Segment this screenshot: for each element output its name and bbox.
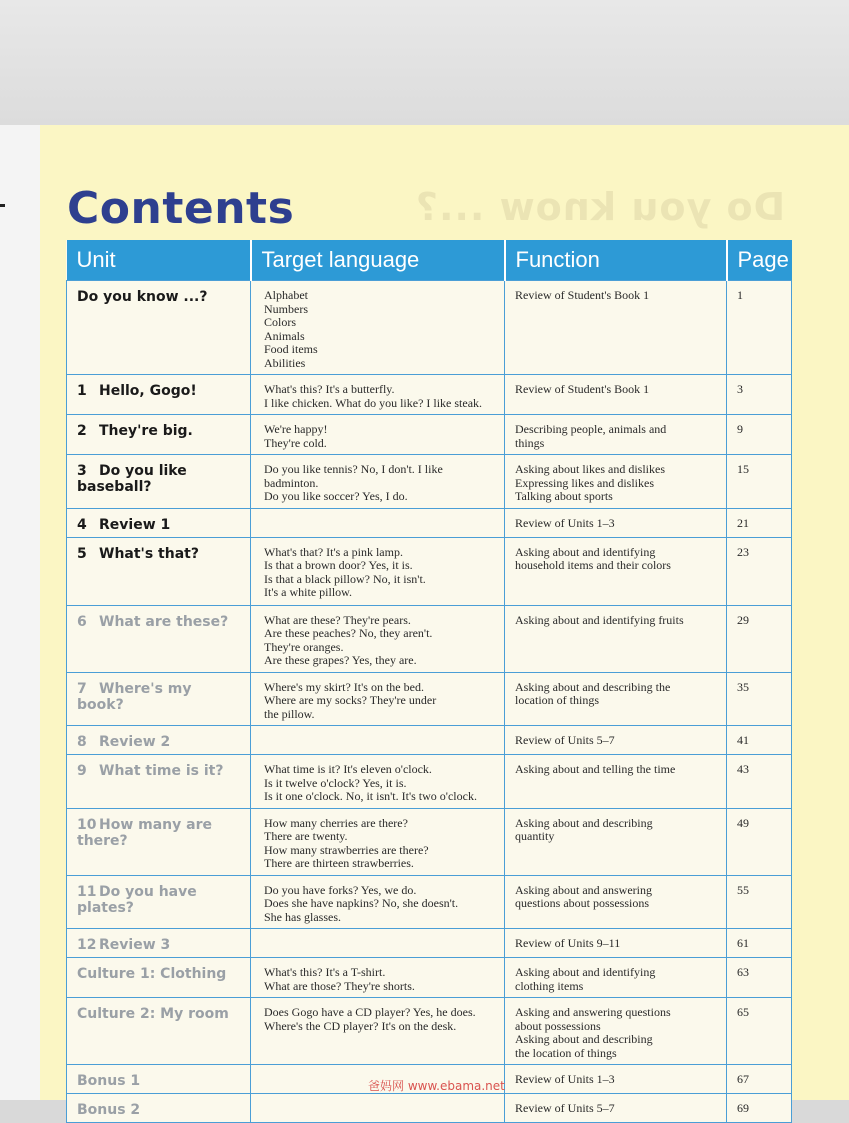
page-number: 3 <box>727 375 792 415</box>
target-language-cell <box>251 281 505 375</box>
function-line: Review of Units 9–11 <box>515 936 621 950</box>
target-language-line: What are these? They're pears. <box>264 612 411 627</box>
function-line: Talking about sports <box>515 489 613 503</box>
table-row <box>67 755 792 809</box>
header-unit: Unit <box>67 240 251 281</box>
function-line: clothing items <box>515 978 584 993</box>
unit-cell <box>67 875 251 929</box>
unit-cell <box>67 375 251 415</box>
target-language-line: Animals <box>264 328 305 343</box>
unit-cell <box>67 508 251 537</box>
unit-cell <box>67 672 251 726</box>
target-language-line: I like chicken. What do you like? I like steak. <box>264 395 483 410</box>
function-line: Asking about and identifying <box>515 965 656 979</box>
target-language-line: They're oranges. <box>264 639 344 654</box>
table-row <box>67 958 792 998</box>
table-row <box>67 875 792 929</box>
unit-title: What are these? <box>99 613 229 630</box>
page-title: Contents <box>67 183 295 234</box>
function-line: the location of things <box>515 1045 617 1060</box>
target-language-line: Is it one o'clock. No, it isn't. It's two o'clock. <box>264 789 477 803</box>
function-cell <box>505 415 727 455</box>
function-line: Asking about likes and dislikes <box>515 462 665 476</box>
target-language-cell <box>251 375 505 415</box>
target-language-cell <box>251 672 505 726</box>
target-language-line: Does she have napkins? No, she doesn't. <box>264 896 459 910</box>
table-row <box>67 998 792 1065</box>
target-language-line: Is it twelve o'clock? Yes, it is. <box>264 775 407 790</box>
function-cell <box>505 808 727 875</box>
target-language-line: Is that a brown door? Yes, it is. <box>264 558 413 572</box>
table-row <box>67 1094 792 1123</box>
target-language-cell <box>251 726 505 755</box>
target-language-line: Food items <box>264 342 318 356</box>
table-row <box>67 808 792 875</box>
target-language-line: Abilities <box>264 355 306 370</box>
function-cell <box>505 998 727 1065</box>
table-row <box>67 455 792 509</box>
target-language-line: Are these peaches? No, they aren't. <box>264 626 433 640</box>
unit-cell <box>67 1094 251 1123</box>
function-line: location of things <box>515 693 599 707</box>
target-language-line: Is that a black pillow? No, it isn't. <box>264 571 426 586</box>
target-language-line: Are these grapes? Yes, they are. <box>264 653 417 667</box>
table-row <box>67 281 792 375</box>
unit-title: What time is it? <box>99 763 224 779</box>
target-language-line: Where's the CD player? It's on the desk. <box>264 1018 457 1033</box>
unit-cell <box>67 281 251 375</box>
table-row <box>67 375 792 415</box>
header-page: Page <box>727 240 792 281</box>
unit-cell <box>67 929 251 958</box>
page-number: 1 <box>727 281 792 375</box>
unit-title: Do you like baseball? <box>77 463 187 495</box>
function-line: Review of Units 1–3 <box>515 515 615 530</box>
target-language-line: Where's my skirt? It's on the bed. <box>264 679 424 694</box>
target-language-line: badminton. <box>264 475 319 490</box>
page-number: 67 <box>727 1065 792 1094</box>
table-row <box>67 929 792 958</box>
function-line: Asking about and answering <box>515 882 652 897</box>
page-number: 63 <box>727 958 792 998</box>
table-row <box>67 537 792 605</box>
unit-number: 5 <box>77 545 87 562</box>
page-number: 21 <box>727 508 792 537</box>
unit-title: What's that? <box>99 545 199 562</box>
unit-cell <box>67 455 251 509</box>
function-line: Expressing likes and dislikes <box>515 475 654 490</box>
function-line: quantity <box>515 829 555 843</box>
unit-cell <box>67 808 251 875</box>
target-language-line: It's a white pillow. <box>264 585 353 599</box>
target-language-line: Does Gogo have a CD player? Yes, he does. <box>264 1005 476 1019</box>
function-cell <box>505 605 727 672</box>
unit-title: They're big. <box>99 423 193 439</box>
target-language-line: We're happy! <box>264 422 328 436</box>
target-language-line: There are twenty. <box>264 829 348 843</box>
target-language-line: How many cherries are there? <box>264 815 408 830</box>
margin-dash <box>0 204 5 207</box>
page-number: 49 <box>727 808 792 875</box>
table-row <box>67 605 792 672</box>
unit-title: Review 1 <box>99 516 171 533</box>
unit-title: Bonus 1 <box>77 1073 141 1089</box>
target-language-line: Where are my socks? They're under <box>264 693 437 707</box>
table-row <box>67 508 792 537</box>
function-line: Review of Units 1–3 <box>515 1072 615 1086</box>
function-cell <box>505 929 727 958</box>
header-function: Function <box>505 240 727 281</box>
unit-number: 6 <box>77 613 87 630</box>
target-language-line: They're cold. <box>264 435 327 450</box>
target-language-cell <box>251 605 505 672</box>
target-language-line: She has glasses. <box>264 909 341 924</box>
unit-number: 8 <box>77 734 87 750</box>
header-target-language: Target language <box>251 240 505 281</box>
target-language-cell <box>251 415 505 455</box>
function-line: Asking and answering questions <box>515 1005 671 1019</box>
function-cell <box>505 375 727 415</box>
unit-number: 2 <box>77 423 87 439</box>
function-cell <box>505 726 727 755</box>
unit-cell <box>67 755 251 809</box>
unit-title: Do you have plates? <box>77 883 197 916</box>
unit-cell <box>67 726 251 755</box>
target-language-cell <box>251 998 505 1065</box>
page-number: 15 <box>727 455 792 509</box>
function-cell <box>505 672 727 726</box>
table-row <box>67 672 792 726</box>
target-language-line: What time is it? It's eleven o'clock. <box>264 762 432 776</box>
function-line: Asking about and describing the <box>515 679 671 694</box>
unit-cell <box>67 605 251 672</box>
unit-number: 9 <box>77 763 87 779</box>
target-language-line: There are thirteen strawberries. <box>264 856 414 870</box>
function-line: Asking about and telling the time <box>515 762 676 776</box>
page-number: 65 <box>727 998 792 1065</box>
function-line: things <box>515 435 545 450</box>
unit-title: Do you know ...? <box>77 289 208 305</box>
unit-title: Where's my book? <box>77 680 192 713</box>
target-language-cell <box>251 455 505 509</box>
target-language-cell <box>251 958 505 998</box>
table-row <box>67 415 792 455</box>
unit-title: Hello, Gogo! <box>99 383 197 399</box>
target-language-cell <box>251 808 505 875</box>
target-language-cell <box>251 508 505 537</box>
unit-cell <box>67 998 251 1065</box>
watermark: 爸妈网 www.ebama.net <box>368 1079 505 1093</box>
unit-number: 11 <box>77 883 97 900</box>
page-number: 43 <box>727 755 792 809</box>
function-cell <box>505 537 727 605</box>
unit-title: Culture 2: My room <box>77 1006 229 1022</box>
unit-title: Review 3 <box>99 937 171 953</box>
page-number: 35 <box>727 672 792 726</box>
function-line: household items and their colors <box>515 558 671 572</box>
target-language-line: Do you like tennis? No, I don't. I like <box>264 462 443 476</box>
target-language-line: Numbers <box>264 301 308 316</box>
function-cell <box>505 508 727 537</box>
function-line: about possessions <box>515 1018 601 1033</box>
unit-number: 7 <box>77 680 87 697</box>
target-language-line: How many strawberries are there? <box>264 842 429 857</box>
function-line: Describing people, animals and <box>515 422 667 436</box>
target-language-cell <box>251 875 505 929</box>
unit-cell <box>67 958 251 998</box>
function-line: Asking about and describing <box>515 815 653 830</box>
target-language-line: Do you like soccer? Yes, I do. <box>264 489 408 503</box>
unit-title: Review 2 <box>99 734 171 750</box>
unit-cell <box>67 1065 251 1094</box>
page-number: 9 <box>727 415 792 455</box>
target-language-line: Colors <box>264 315 297 329</box>
target-language-line: the pillow. <box>264 706 315 721</box>
unit-number: 4 <box>77 516 87 533</box>
page-number: 41 <box>727 726 792 755</box>
function-cell <box>505 1065 727 1094</box>
function-line: Asking about and identifying <box>515 544 656 559</box>
unit-cell <box>67 415 251 455</box>
target-language-cell <box>251 929 505 958</box>
table-row <box>67 726 792 755</box>
function-line: questions about possessions <box>515 896 650 910</box>
unit-cell <box>67 537 251 605</box>
unit-title: Bonus 2 <box>77 1102 141 1118</box>
target-language-cell <box>251 537 505 605</box>
header-row <box>67 240 792 281</box>
target-language-cell <box>251 1094 505 1123</box>
bleed-through-text: Do you know ...? <box>415 185 786 229</box>
page-number: 29 <box>727 605 792 672</box>
target-language-line: What's that? It's a pink lamp. <box>264 544 403 559</box>
left-page-edge <box>0 125 40 1100</box>
page-number: 23 <box>727 537 792 605</box>
function-cell <box>505 755 727 809</box>
target-language-line: Do you have forks? Yes, we do. <box>264 882 417 897</box>
target-language-cell <box>251 755 505 809</box>
page-number: 55 <box>727 875 792 929</box>
function-cell <box>505 1094 727 1123</box>
function-cell <box>505 455 727 509</box>
unit-number: 3 <box>77 463 87 479</box>
function-cell <box>505 281 727 375</box>
function-line: Review of Student's Book 1 <box>515 288 650 302</box>
target-language-line: Alphabet <box>264 288 308 302</box>
function-line: Review of Units 5–7 <box>515 1101 615 1115</box>
page-number: 61 <box>727 929 792 958</box>
function-line: Asking about and identifying fruits <box>515 612 684 627</box>
unit-number: 12 <box>77 937 97 953</box>
unit-number: 1 <box>77 383 87 399</box>
target-language-line: What's this? It's a T-shirt. <box>264 965 386 979</box>
page-number: 69 <box>727 1094 792 1123</box>
function-line: Review of Units 5–7 <box>515 733 615 747</box>
function-line: Asking about and describing <box>515 1032 653 1046</box>
unit-title: Culture 1: Clothing <box>77 966 227 982</box>
function-cell <box>505 958 727 998</box>
function-line: Review of Student's Book 1 <box>515 382 650 396</box>
top-band <box>0 0 849 125</box>
contents-table <box>66 240 792 1123</box>
unit-title: How many are there? <box>77 816 212 849</box>
target-language-line: What are those? They're shorts. <box>264 978 415 993</box>
unit-number: 10 <box>77 816 97 833</box>
target-language-line: What's this? It's a butterfly. <box>264 382 395 396</box>
function-cell <box>505 875 727 929</box>
